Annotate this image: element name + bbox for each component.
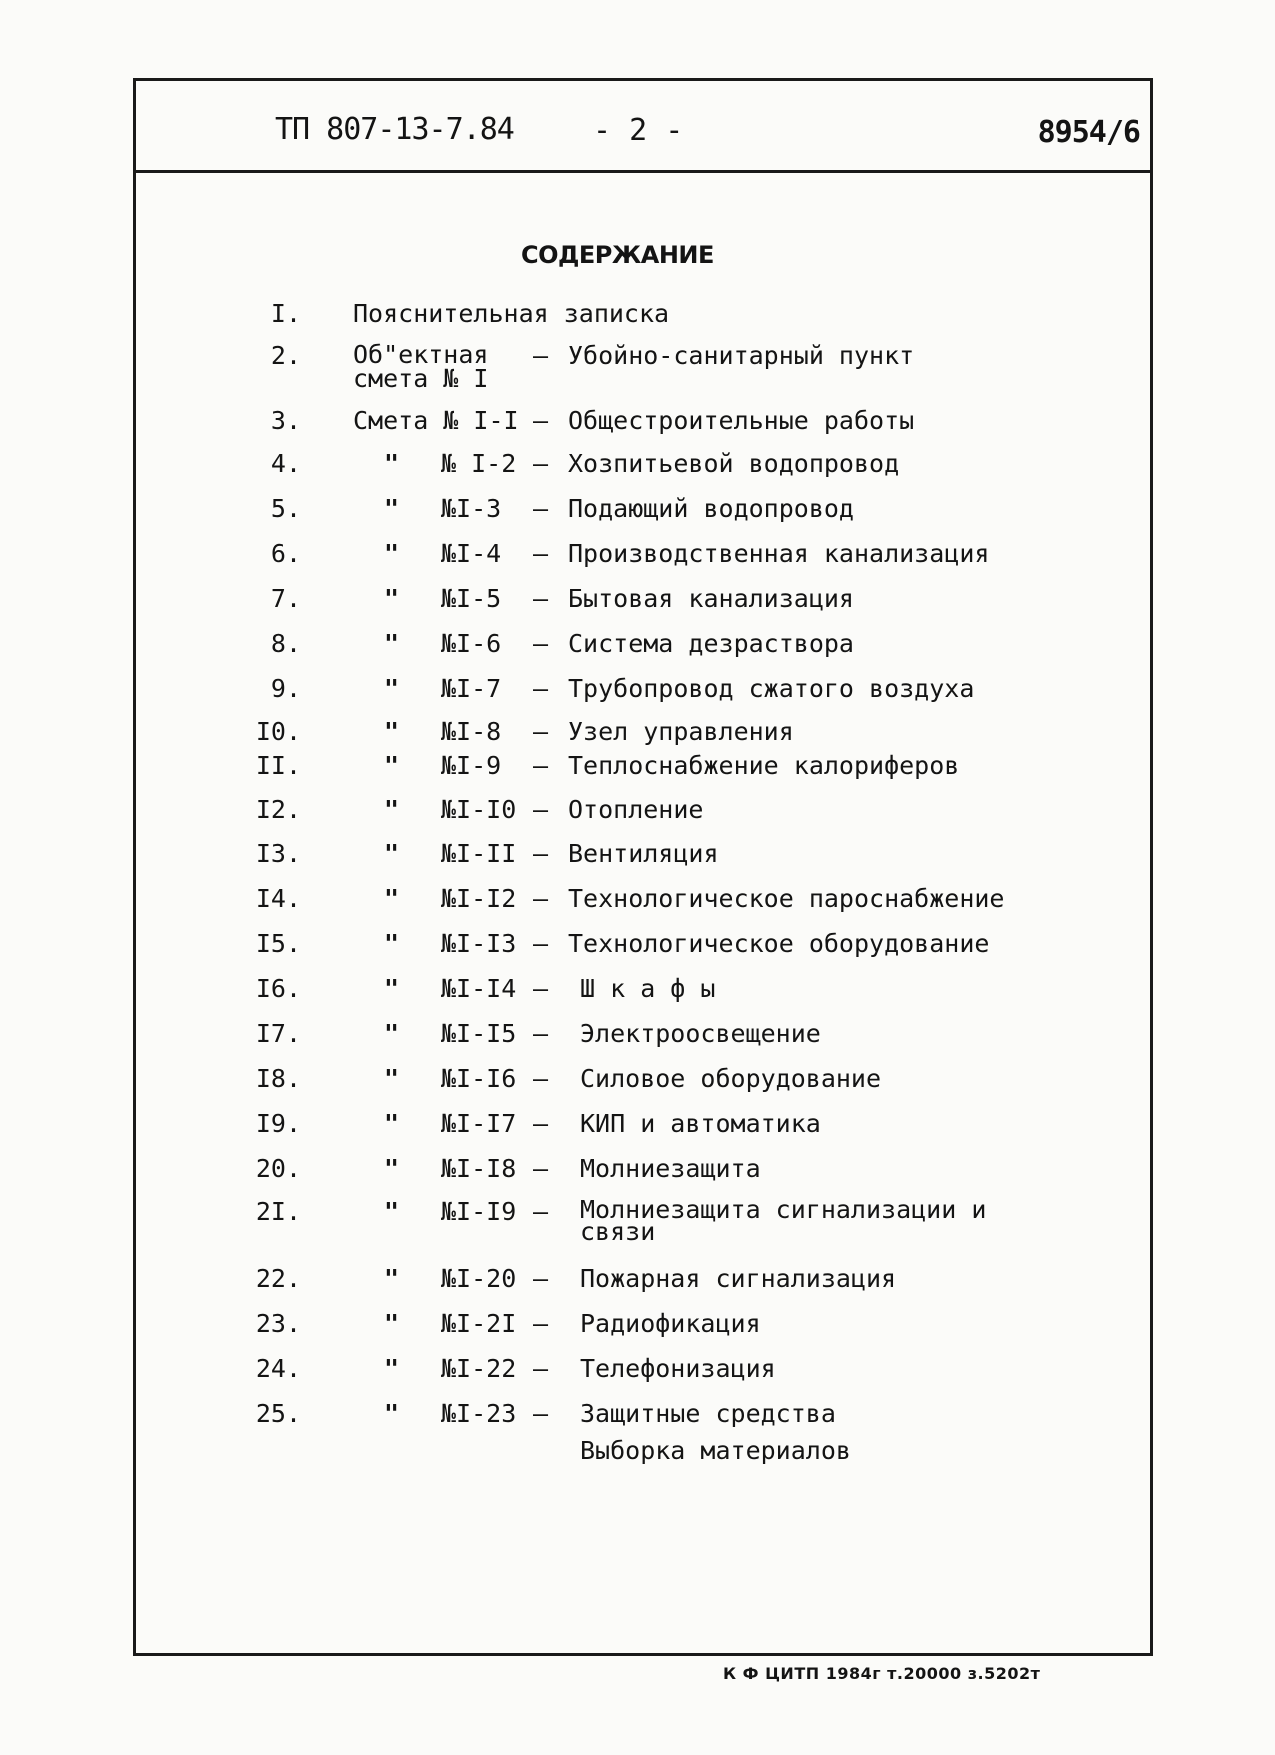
- toc-number: 9.: [270, 674, 301, 703]
- toc-dash: –: [533, 629, 549, 658]
- ditto-mark: ": [384, 884, 400, 913]
- toc-estimate-code: №I-I5: [441, 1019, 517, 1048]
- toc-estimate-code: №I-7: [441, 674, 502, 703]
- toc-dash: –: [533, 1064, 549, 1093]
- toc-estimate-code: №I-I0: [441, 795, 517, 824]
- toc-number: 23.: [255, 1309, 301, 1338]
- toc-number: 24.: [255, 1354, 301, 1383]
- toc-estimate-code: №I-I3: [441, 929, 517, 958]
- toc-dash: –: [533, 449, 549, 478]
- ditto-mark: ": [384, 1309, 400, 1338]
- toc-dash: –: [533, 717, 549, 746]
- toc-title: Вентиляция: [568, 839, 719, 868]
- ditto-mark: ": [384, 839, 400, 868]
- toc-title: Электроосвещение: [580, 1019, 821, 1048]
- toc-title: Отопление: [568, 795, 704, 824]
- toc-estimate-code: №I-3: [441, 494, 502, 523]
- ditto-mark: ": [384, 1109, 400, 1138]
- toc-dash: –: [533, 1109, 549, 1138]
- toc-estimate-code: №I-23: [441, 1399, 517, 1428]
- toc-number: I.: [270, 299, 301, 328]
- toc-estimate-code: №I-9: [441, 751, 502, 780]
- ditto-mark: ": [384, 1354, 400, 1383]
- ditto-mark: ": [384, 717, 400, 746]
- toc-number: 20.: [255, 1154, 301, 1183]
- toc-number: 2.: [270, 341, 301, 370]
- toc-dash: –: [533, 795, 549, 824]
- toc-number: 22.: [255, 1264, 301, 1293]
- toc-title: Защитные средства: [580, 1399, 836, 1428]
- toc-dash: –: [533, 584, 549, 613]
- toc-estimate-code: №I-2I: [441, 1309, 517, 1338]
- toc-extra-text: Выборка материалов: [580, 1436, 851, 1465]
- toc-label: Пояснительная записка: [353, 299, 670, 328]
- ditto-mark: ": [384, 751, 400, 780]
- toc-dash: –: [533, 884, 549, 913]
- ditto-mark: ": [384, 1064, 400, 1093]
- toc-estimate-code: №I-II: [441, 839, 517, 868]
- toc-number: I0.: [255, 717, 301, 746]
- toc-number: I9.: [255, 1109, 301, 1138]
- toc-dash: –: [533, 974, 549, 1003]
- ditto-mark: ": [384, 629, 400, 658]
- toc-title: Трубопровод сжатого воздуха: [568, 674, 975, 703]
- ditto-mark: ": [384, 795, 400, 824]
- toc-dash: –: [533, 1264, 549, 1293]
- toc-number: II.: [255, 751, 301, 780]
- ditto-mark: ": [384, 1154, 400, 1183]
- toc-title: Убойно-санитарный пункт: [568, 341, 915, 370]
- toc-estimate-code: №I-8: [441, 717, 502, 746]
- toc-title: Телефонизация: [580, 1354, 776, 1383]
- toc-estimate-code: №I-I8: [441, 1154, 517, 1183]
- toc-dash: –: [533, 539, 549, 568]
- toc-estimate-code: №I-I7: [441, 1109, 517, 1138]
- toc-dash: –: [533, 674, 549, 703]
- ditto-mark: ": [384, 674, 400, 703]
- toc-dash: –: [533, 406, 549, 435]
- document-frame: [133, 78, 1153, 1656]
- toc-title: Теплоснабжение калориферов: [568, 751, 960, 780]
- toc-number: I4.: [255, 884, 301, 913]
- toc-dash: –: [533, 1354, 549, 1383]
- toc-title: Узел управления: [568, 717, 794, 746]
- toc-number: I8.: [255, 1064, 301, 1093]
- page-title: СОДЕРЖАНИЕ: [521, 241, 714, 269]
- toc-estimate-code: №I-I6: [441, 1064, 517, 1093]
- toc-number: I3.: [255, 839, 301, 868]
- toc-label: Об"ектная смета № I: [353, 340, 489, 393]
- toc-title: Хозпитьевой водопровод: [568, 449, 900, 478]
- toc-dash: –: [533, 1309, 549, 1338]
- toc-number: I2.: [255, 795, 301, 824]
- toc-number: 8.: [270, 629, 301, 658]
- sheet-number: 8954/6: [1037, 115, 1140, 150]
- ditto-mark: ": [384, 929, 400, 958]
- toc-title: Молниезащита сигнализации и связи: [580, 1195, 987, 1246]
- page-number: - 2 -: [593, 113, 684, 148]
- toc-dash: –: [533, 494, 549, 523]
- toc-number: 3.: [270, 406, 301, 435]
- toc-title: Технологическое пароснабжение: [568, 884, 1005, 913]
- toc-title: Технологическое оборудование: [568, 929, 990, 958]
- toc-estimate-code: №I-22: [441, 1354, 517, 1383]
- toc-title: Система дезраствора: [568, 629, 854, 658]
- toc-number: I6.: [255, 974, 301, 1003]
- doc-code: ТП 807-13-7.84: [275, 112, 514, 147]
- toc-dash: –: [533, 929, 549, 958]
- toc-title: Общестроительные работы: [568, 406, 915, 435]
- toc-dash: –: [533, 1399, 549, 1428]
- ditto-mark: ": [384, 1264, 400, 1293]
- ditto-mark: ": [384, 1019, 400, 1048]
- toc-number: I7.: [255, 1019, 301, 1048]
- ditto-mark: ": [384, 974, 400, 1003]
- toc-number: 2I.: [255, 1197, 301, 1226]
- print-footer: К Ф ЦИТП 1984г т.20000 з.5202т: [723, 1664, 1041, 1683]
- toc-estimate-code: №I-4: [441, 539, 502, 568]
- toc-estimate-code: №I-I2: [441, 884, 517, 913]
- toc-dash: –: [533, 1154, 549, 1183]
- toc-title: Ш к а ф ы: [580, 974, 716, 1003]
- toc-label: Смета № I-I: [353, 406, 519, 435]
- toc-number: 25.: [255, 1399, 301, 1428]
- toc-title: Производственная канализация: [568, 539, 990, 568]
- toc-number: 4.: [270, 449, 301, 478]
- toc-title: КИП и автоматика: [580, 1109, 821, 1138]
- toc-dash: –: [533, 1197, 549, 1226]
- toc-title: Бытовая канализация: [568, 584, 854, 613]
- toc-title: Молниезащита: [580, 1154, 761, 1183]
- toc-estimate-code: №I-20: [441, 1264, 517, 1293]
- toc-dash: –: [533, 1019, 549, 1048]
- ditto-mark: ": [384, 584, 400, 613]
- toc-number: I5.: [255, 929, 301, 958]
- toc-title: Пожарная сигнализация: [580, 1264, 897, 1293]
- toc-estimate-code: № I-2: [441, 449, 517, 478]
- toc-number: 6.: [270, 539, 301, 568]
- ditto-mark: ": [384, 1399, 400, 1428]
- toc-title: Подающий водопровод: [568, 494, 854, 523]
- toc-estimate-code: №I-6: [441, 629, 502, 658]
- toc-dash: –: [533, 341, 549, 370]
- toc-estimate-code: №I-I4: [441, 974, 517, 1003]
- toc-estimate-code: №I-I9: [441, 1197, 517, 1226]
- toc-dash: –: [533, 751, 549, 780]
- ditto-mark: ": [384, 1197, 400, 1226]
- toc-title: Радиофикация: [580, 1309, 761, 1338]
- ditto-mark: ": [384, 539, 400, 568]
- toc-number: 5.: [270, 494, 301, 523]
- toc-dash: –: [533, 839, 549, 868]
- toc-number: 7.: [270, 584, 301, 613]
- table-of-contents: [136, 81, 1150, 1653]
- toc-estimate-code: №I-5: [441, 584, 502, 613]
- toc-title: Силовое оборудование: [580, 1064, 882, 1093]
- ditto-mark: ": [384, 494, 400, 523]
- ditto-mark: ": [384, 449, 400, 478]
